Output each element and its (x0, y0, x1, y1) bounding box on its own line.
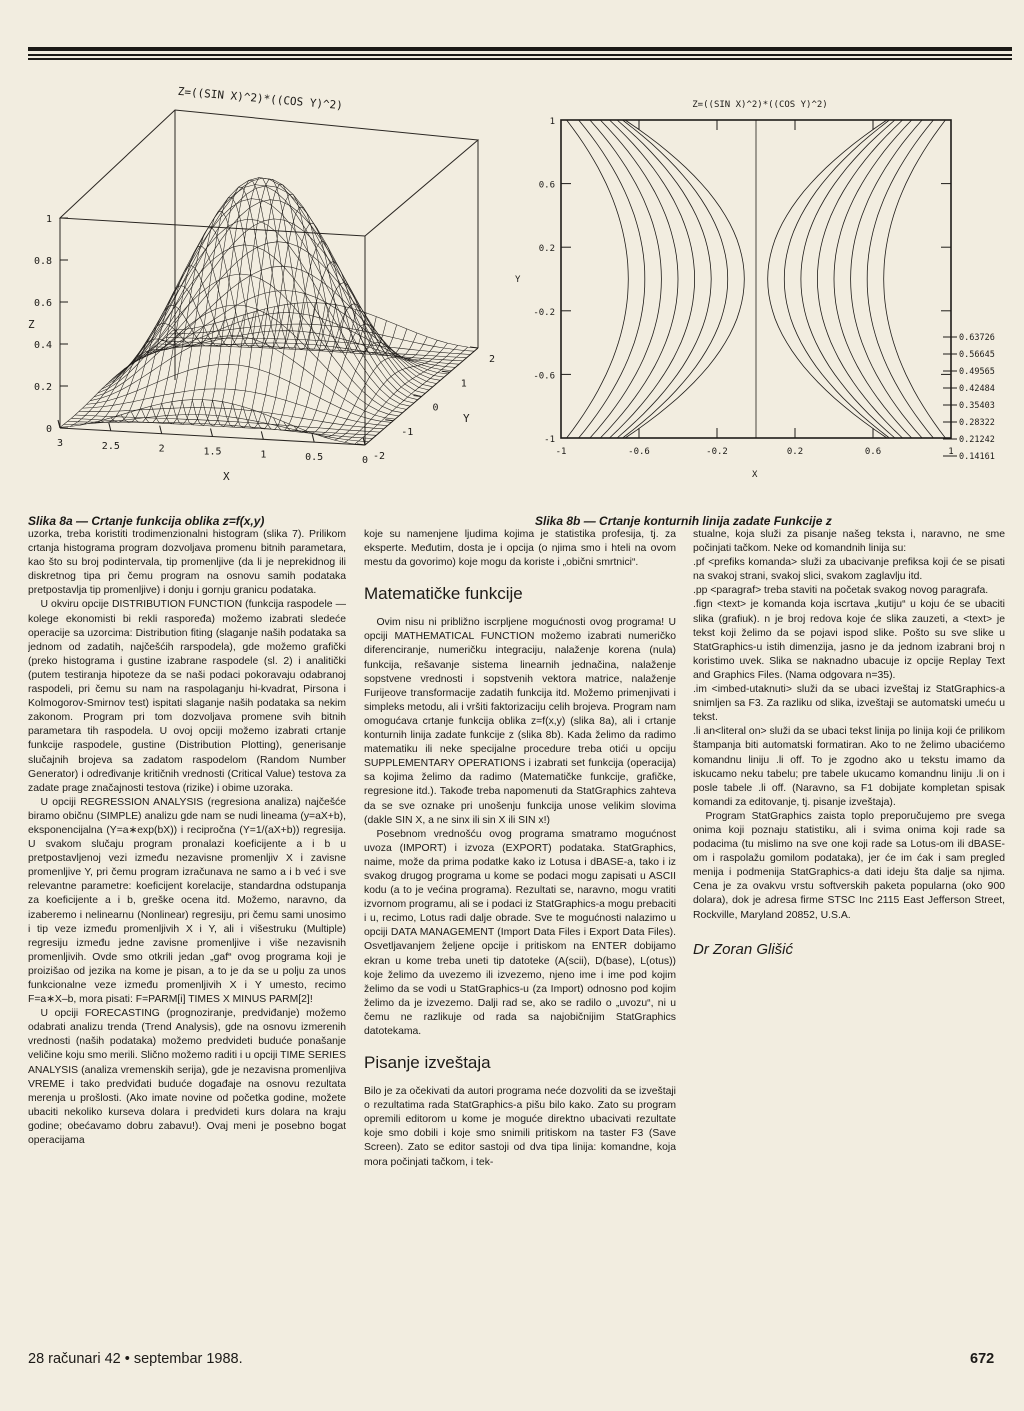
article-author: Dr Zoran Glišić (693, 940, 794, 958)
column-3-paragraph: .fign <text> je komanda koja iscrtava „kutiju“ u koju će se ubaciti slika (grafiuk). n je broj redova koje će slika zauzeti, a <text> je tekst koji želimo da se pojavi ispod slike. Pošto su sve slike u StatGraphics-u istih dimenzija, jasno je da jednom izabrani broj n koristimo uvek. Slika se naknadno ubacuje iz opcije Replay Text and Graphics Files. (Nama odgovara n=35). (693, 599, 1005, 681)
contour-level-label: 0.28322 (959, 418, 995, 428)
section-heading-pisanje-izvestaja: Pisanje izveštaja (364, 1053, 491, 1073)
x-tick-mark (109, 423, 111, 431)
contour-level-label: 0.63726 (959, 333, 995, 343)
contour-level-label: 0.42484 (959, 384, 995, 394)
column-3-paragraph: stualne, koja služi za pisanje našeg teksta i, naravno, ne sme počinjati tačkom. Neke od komandnih linija su: (693, 529, 1005, 555)
contour-line (579, 120, 645, 438)
x-tick-mark (312, 434, 314, 442)
contour-x-tick-label: 1 (948, 447, 954, 457)
contour-level-label: 0.49565 (959, 367, 995, 377)
z-tick-label: 0.4 (33, 340, 52, 351)
surface-mesh-line (113, 185, 418, 400)
surface-mesh-line (135, 242, 440, 381)
x-tick-mark (211, 429, 213, 437)
z-tick-label: 0.8 (33, 256, 52, 267)
contour-level-label: 0.35403 (959, 401, 995, 411)
column-2-paragraph: Ovim nisu ni približno iscrpljene mogućnosti ovog programa! U opciji MATHEMATICAL FUNCTION možemo izabrati numeričko diferenciranje, numeričku integraciju, nalaženje korena (nula) funkcija, rešavanje sistema linearnih jednačina, nalaženje sopstvene vrednosti i sopstvenih vektora matrice, nalaženje Furijeove transformacije zadatih funkcija itd. Možemo primenjivati i simpleks metodu, ali i vršiti faktorizaciju celih brojeva. Program nam omogućava crtanje funkcija oblika z=f(x,y) (slika 8a), ali i crtanje konturnih linija zadate funkcije z (slika 8b). Kada želimo da radimo matematiku ili neke specijalne procedure treba otići u opciju SUPPLEMENTARY OPERATIONS i izabrati set funkcija (operacija) sa kojima želimo da radimo (Matematičke funkcije, grafičke, regresione itd.). Takođe treba napomenuti da StatGraphics zahteva da se sve oznake pri unošenju funkcija unose velikim slovima (dakle SIN X, a ne sinx ili sin X ili SIN x!) (364, 617, 676, 826)
surface-mesh-line (158, 344, 463, 361)
page-footer-issue: 28 računari 42 • septembar 1988. (28, 1351, 243, 1367)
contour-y-tick-label: -0.2 (533, 307, 555, 318)
column-3-paragraph: Program StatGraphics zaista toplo preporučujemo pre svega onima koji poznaju statistiku, ali i svima onima koji rade sa podacima (tu mislimo na sve one koji rade sa Lotus-om ili dBASE-om i raspolažu gomilom podataka), jer će im ćak i sam pregled menija i podmenija StatGraphics-a dati ideju šta dalje sa njima. Cena je za ovakvu vrstu softverskih paketa popularna (oko 900 dolara), dok je adresa firme STSC Inc 2115 East Jefferson Street, Rockville, Maryland 20852, U.S.A. (693, 810, 1005, 921)
contour-y-tick-label: 0.6 (538, 180, 555, 191)
contour-level-label: 0.14161 (959, 452, 995, 462)
column-2-intro: koje su namenjene ljudima kojima je statistika profesija, tj. za eksperte. Međutim, dosta je i opcija (o njima smo i hteli na ovom mestu da govorimo) koje mogu da koriste i „obični smrtnici“. (364, 529, 676, 569)
contour-line (567, 120, 629, 438)
figure-8b-title: Z=((SIN X)^2)*((COS Y)^2) (692, 100, 828, 110)
y-tick-label: -2 (372, 451, 386, 462)
y-tick-mark (442, 371, 450, 372)
column-3-paragraph: .li an<literal on> služi da se ubaci tekst linija po linija koji će prilikom štampanja biti automatski formatiran. Ako to ne želimo ubacićemo komandnu liniju .li off. To je zgodno ako u tekstu imamo da iskucamo neku tabelu; pre tabele ukucamo komandnu liniju .li on i posle tabele .li off. (Naravno, sa F1 dobijate kompletan spisak komandi za editovanje, tj. pisanje izveštaja). (693, 726, 1005, 808)
page-number: 672 (970, 1351, 995, 1367)
contour-x-tick-label: -1 (555, 447, 567, 457)
contour-line (801, 120, 895, 438)
column-3-paragraph: .pf <prefiks komanda> služi za ubacivanje prefiksa koji će se pisati na svakoj strani, svakoj slici, svakom zaglavlju itd. (693, 557, 1005, 583)
x-tick-label: 0.5 (305, 452, 324, 464)
figure-8a-caption: Slika 8a — Crtanje funkcija oblika z=f(x,y) (28, 514, 265, 528)
surface-mesh-line (83, 389, 388, 426)
figure-8b-caption: Slika 8b — Crtanje konturnih linija zadate Funkcije z (535, 514, 832, 528)
z-tick-label: 1 (45, 214, 52, 225)
figure-8b-x-label: X (752, 470, 758, 480)
figure-8a-z-label: Z (28, 318, 35, 331)
contour-line (610, 120, 695, 438)
y-tick-mark (385, 420, 393, 421)
column-1-paragraph: U opciji REGRESSION ANALYSIS (regresiona analiza) najčešće biramo običnu (SIMPLE) analizu gde nam se nudi lineama (y=aX+b), eksponencijalna (Y=a∗exp(bX)) i recipročna (Y=1/(aX+b)) regresija. U svakom slučaju program pronalazi koeficijente a i b u pretpostavljenoj vezi između nezavisne promenljiv X i zavisne promenljive Y, pri čemu program izračunava ne samo a i b već i sve relevantne parametre: koeficijent korelacije, standardna odstupanja za koeficijente a i b, greške ocena itd. Možemo, naravno, da izaberemo i nelinearnu (Nonlinear) regresiju, pri čemu sami unosimo i tip veze između promenljivih X i Y, ali i višestruku (Multiple) regresiju između jedne zavisne promenljive i više nezavisnih promenljivih. Ovde smo otkrili jedan „gaf“ ovog programa koji je proizišao od jezika na kome je pisan, a to je da se u polju za unos funkcionalne veze između promenljivih X i Y umesto, recimo F=a∗X–b, mora pisati: F=PARM[i] TIMES X MINUS PARM[2]! (28, 796, 346, 1006)
x-tick-mark (261, 431, 263, 439)
z-tick-label: 0 (45, 424, 52, 435)
surface-mesh-line (120, 178, 425, 393)
top-rule-thick (28, 47, 1012, 51)
contour-line (867, 120, 933, 438)
contour-y-tick-label: -0.6 (533, 371, 555, 382)
y-tick-label: 2 (488, 354, 496, 365)
surface-mesh-line (111, 305, 224, 422)
x-tick-label: 1.5 (203, 446, 222, 458)
column-3-paragraph: .pp <paragraf> treba staviti na početak svakog novog paragrafa. (693, 585, 989, 597)
contour-line (617, 120, 711, 438)
x-tick-label: 1 (260, 449, 267, 461)
y-tick-mark (470, 347, 478, 348)
x-tick-label: 3 (56, 438, 64, 449)
column-1-paragraph: uzorka, treba koristiti trodimenzionalni histogram (slika 7). Prilikom crtanja histograma program dozvoljava promenu bitnih parametara, kao što su broj podintervala, tip promenljive (da li je neprekidnog ili diskretnog tipa pri čemu program na osnovu samih podataka pretpostavlja tip promenljive) i donju i gornju granicu podataka. (28, 529, 346, 597)
figure-8a-title: Z=((SIN X)^2)*((COS Y)^2) (177, 84, 344, 113)
column-3-paragraph: .im <imbed-utaknuti> služi da se ubaci izveštaj iz StatGraphics-a snimljen sa F3. Za razliku od slika, izveštaji se automatski umeću u tekst. (693, 684, 1005, 724)
article-column-1 (28, 528, 346, 1338)
contour-y-tick-label: 1 (549, 117, 555, 127)
contour-x-tick-label: 0.6 (864, 447, 882, 457)
x-tick-label: 0 (361, 455, 369, 466)
contour-y-tick-label: 0.2 (538, 244, 555, 255)
contour-line (784, 120, 889, 438)
y-tick-label: -1 (401, 426, 414, 438)
figure-8a-x-label: X (223, 470, 230, 483)
figure-8b-contour-plot (505, 80, 1005, 500)
contour-line (623, 120, 728, 438)
column-2-paragraph: Posebnom vrednošću ovog programa smatramo mogućnost uvoza (IMPORT) i izvoza (EXPORT) podataka. StatGraphics, naime, može da prima podatke kako iz Lotusa i dBASE-a, tako i iz svakog drugog programa u kome se podaci mogu zapisati u ASCII kodu (a to je većina programa). Rezultati se, naravno, mogu vratiti izvornom programu, ali se i podaci iz StatGraphics-a mogu prebaciti i u, recimo, Lotus radi dalje obrade. Sve te mogućnosti nalazimo u opciji DATA MANAGEMENT (Import Data Files i Export Data Files). Osvetljavanjem željene opcije i pritiskom na ENTER dobijamo ekran u kome treba uneti tip datoteke (A(scii), D(base), L(otus)) koje želimo da uvezemo ili izvezemo, njeno ime i ime pod kojim želimo da se vodi u StatGraphics-u (za Import) odnosno pod kojim želimo da je izvezemo. Dalji rad se, ako se radilo o „uvozu“, ni u čemu ne razlikuje od rada sa najobičnijim StatGraphics datotekama. (364, 828, 676, 1037)
contour-x-tick-label: 0.2 (786, 447, 804, 457)
z-tick-label: 0.2 (33, 382, 52, 393)
column-2-paragraph: Bilo je za očekivati da autori programa neće dozvoliti da se izveštaji o rezultatima rada StatGraphics-a pišu bilo kako. Zato su program opremili editorom u kome je moguće direktno ubacivati rezultate koje smo dobili i koje smo snimili pritiskom na taster F3 (Save Screen). Zato se editor sastoji od dva tipa linija: komandne, koja mora počinjati tačkom, i tek- (364, 1086, 676, 1168)
figure-8a-surface-plot (20, 80, 520, 500)
contour-x-tick-label: -0.6 (628, 447, 650, 457)
contour-line (625, 120, 744, 438)
surface-mesh-line (109, 199, 414, 403)
figure-8b-y-label: Y (515, 275, 521, 285)
x-tick-label: 2.5 (101, 440, 120, 452)
contour-x-tick-label: -0.2 (706, 447, 728, 457)
surface-mesh-line (101, 245, 406, 410)
x-tick-label: 2 (158, 443, 165, 455)
figure-8a-y-label: Y (463, 412, 470, 425)
section-heading-matematicke-funkcije: Matematičke funkcije (364, 584, 523, 604)
contour-line (884, 120, 946, 438)
column-1-paragraph: U okviru opcije DISTRIBUTION FUNCTION (funkcija raspodele — kolege ekonomisti bi rekli raspoređa) možemo izabrati sledeće operacije sa uzorcima: Distribution fiting (slaganje naših podataka sa jednom od zadatih, najčešćih rarspodela), gde možemo grafički (preko histograma i gustine izabrane raspodele (sl. 2) i analitički (putem testiranja hipoteze da se naši podaci pokoravaju odabranoj raspodeli, pri čemu su nam na raspolaganju hi-kvadrat, Pirsona i Kolmogorov-Smirnov test) ispitati slaganje naših podataka sa nekim zakonom. Program pri tom dozvoljava promene svih bitnih parametara tih raspodela. U ovoj opciji možemo izabrati crtanje funkcije raspodele, gustine (Distribution Plotting), generisanje slučajnih brojeva sa zadatom raspodelom (Random Number Generator) i određivanje kritičnih vrednosti (Critical Value) testova za zadate prage značajnosti testova (rizike) i obime uzoraka. (28, 599, 346, 794)
y-tick-label: 0 (432, 402, 439, 414)
x-tick-mark (160, 426, 162, 434)
contour-line (851, 120, 923, 438)
column-1-paragraph: U opciji FORECASTING (prognoziranje, predviđanje) možemo odabrati analizu trenda (Trend Analysis), gde na osnovu izmerenih vrednosti (naših podataka) možemo predvideti buduće ponašanje veličine koju smo merili. Slično možemo raditi i u opciji TIME SERIES ANALYSIS (analiza vremenskih serija), gde je nezavisna promenljiva VREME i tako predviđati buduće događaje na osnovu rezultata merenja u prošlosti. (Ako imate novine od početka godine, možete ubaciti nekoliko kurseva dolara i predvideti kurs dolara na kraju godine; obećavamo dobru zabavu!). Ovaj meni je posebno bogat operacijama (28, 1008, 346, 1147)
y-tick-mark (414, 396, 422, 397)
article-column-2 (364, 528, 676, 1338)
surface-mesh-line (80, 328, 193, 425)
contour-line (768, 120, 887, 438)
top-rule-thin-1 (28, 54, 1012, 56)
contour-level-label: 0.56645 (959, 350, 995, 360)
surface-mesh-line (243, 207, 356, 428)
contour-level-label: 0.21242 (959, 435, 995, 445)
contour-y-tick-label: -1 (544, 435, 555, 445)
contour-line (590, 120, 662, 438)
article-column-3 (693, 528, 1005, 1338)
contour-line (817, 120, 902, 438)
z-tick-label: 0.6 (33, 298, 52, 309)
y-tick-label: 1 (460, 378, 467, 390)
top-rule-thin-2 (28, 58, 1012, 60)
